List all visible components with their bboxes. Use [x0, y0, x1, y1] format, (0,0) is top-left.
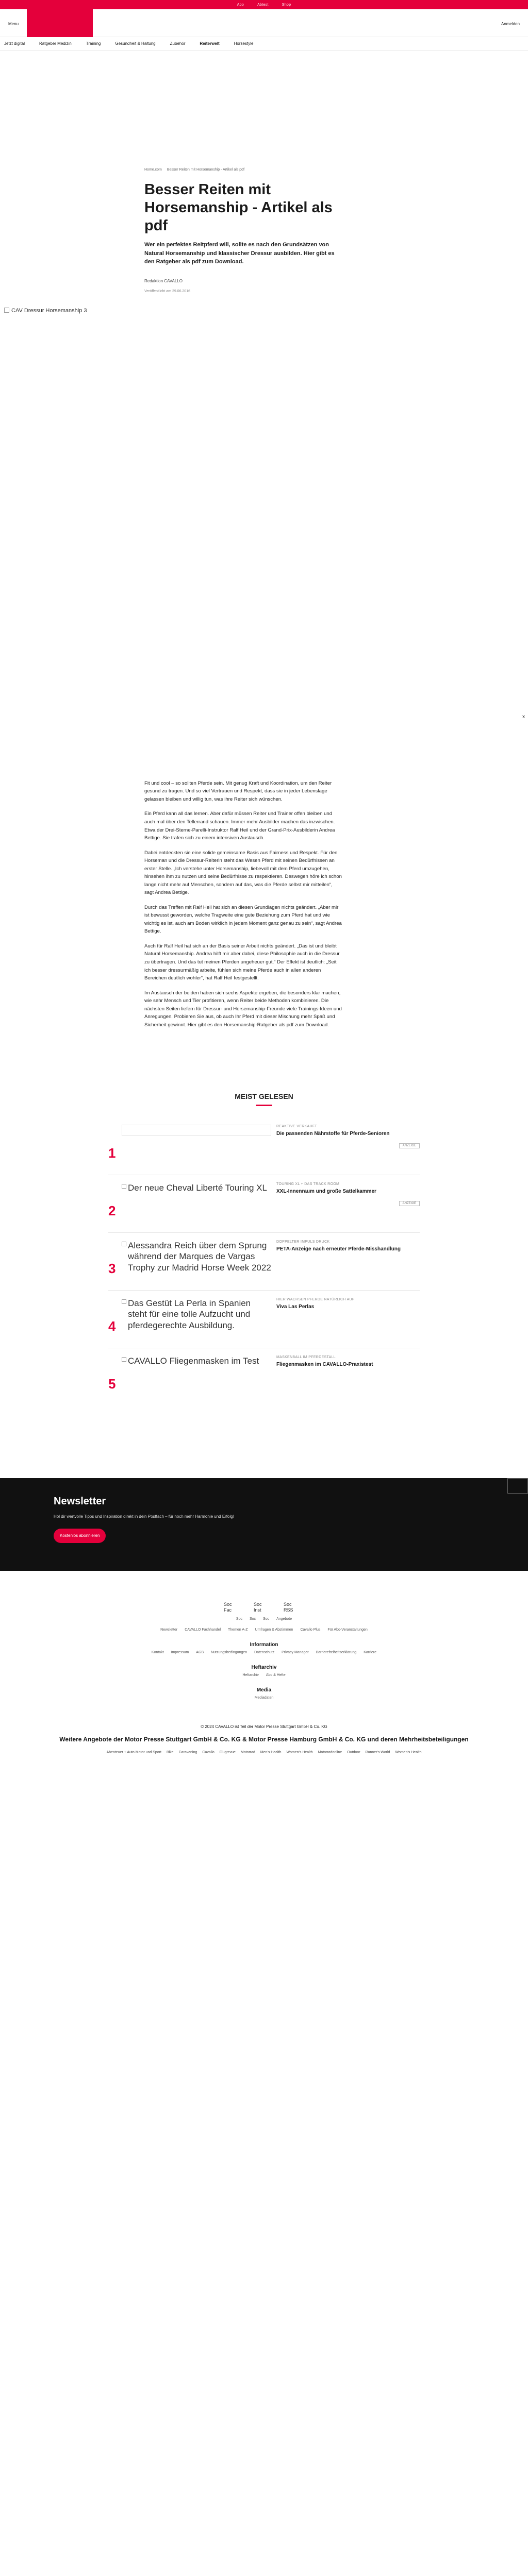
partner-link[interactable]: Outdoor [347, 1751, 360, 1755]
footer-link[interactable]: Barrierefreiheitserklärung [316, 1650, 357, 1654]
footer-link[interactable]: Karriere [364, 1650, 377, 1654]
breadcrumb-home[interactable]: Home.com [144, 168, 162, 172]
footer-link[interactable]: Newsletter [160, 1628, 178, 1632]
footer-heftarchiv-links [0, 1673, 528, 1677]
article-thumbnail[interactable] [122, 1240, 271, 1284]
broken-image-icon [122, 1299, 126, 1304]
article-header [144, 168, 342, 293]
article-date: Veröffentlicht am 29.06.2016 [144, 289, 190, 293]
topbar-link-abo[interactable]: Abo [237, 3, 244, 7]
footer-link[interactable]: Themen A-Z [228, 1628, 248, 1632]
list-item-meta [276, 1182, 416, 1195]
partner-link[interactable]: Bike [166, 1751, 174, 1755]
footer-link[interactable]: AGB [196, 1650, 204, 1654]
site-header [0, 9, 528, 37]
footer-link[interactable]: Cavallo Plus [300, 1628, 321, 1632]
list-item[interactable] [108, 1233, 420, 1291]
footer-link[interactable]: Kontakt [151, 1650, 164, 1654]
social-badge: Soc [236, 1617, 242, 1621]
partner-link[interactable]: Abenteuer + Auto Motor und Sport [106, 1751, 161, 1755]
site-footer [0, 1602, 528, 1754]
newsletter-subscribe-button[interactable]: Kostenlos abonnieren [54, 1529, 106, 1543]
social-links [0, 1602, 528, 1613]
topbar-link-shop[interactable]: Shop [282, 3, 291, 7]
article-paragraph: Im Austausch der beiden haben sich sechs Aspekte ergeben, die besonders klar machen, wie sehr Mensch und Tier profitieren, wenn Reiter beide Methoden kombinieren. Die nächsten Seiten liefern für Dressur- und Horsemanship-Freunde viele Trainings-Ideen und Anregungen. Probieren Sie aus, ob auch Ihr Pferd mit dieser Mischung mehr Spaß und Sicherheit gewinnt. Hier gibt es den Horsemanship-Ratgeber als pdf zum Download. [144, 990, 342, 1028]
list-item-meta [276, 1125, 416, 1138]
footer-link[interactable]: Abo & Hefte [266, 1673, 286, 1677]
footer-link[interactable]: CAVALLO Fachhandel [185, 1628, 221, 1632]
social-badges [0, 1617, 528, 1621]
ad-slot-top [0, 50, 528, 159]
nav-item-jetzt-digital[interactable]: Jetzt digital [4, 41, 25, 46]
nav-item-horsestyle[interactable]: Horsestyle [234, 41, 254, 46]
list-item[interactable] [108, 1348, 420, 1406]
list-item-title[interactable]: XXL-Innenraum und große Sattelkammer [276, 1189, 376, 1195]
partner-link[interactable]: Caravaning [178, 1751, 197, 1755]
partner-link[interactable]: Runner's World [365, 1751, 390, 1755]
newsletter-heading: Newsletter [54, 1496, 106, 1507]
footer-info-links [0, 1651, 528, 1654]
list-item-title[interactable]: Die passenden Nährstoffe für Pferde-Senioren [276, 1131, 390, 1137]
offers-link[interactable]: Angebote [276, 1617, 292, 1621]
footer-media-heading: Media [256, 1687, 272, 1693]
nav-item-zubehoer[interactable]: Zubehör [170, 41, 186, 46]
social-badge: Soc [263, 1617, 270, 1621]
social-facebook-icon[interactable]: Soc Fac [224, 1602, 232, 1613]
newsletter-text: Hol dir wertvolle Tipps und Inspiration direkt in dein Postfach – für noch mehr Harmonie und Erfolg! [54, 1514, 234, 1519]
thumbnail-alt: Der neue Cheval Liberté Touring XL [128, 1183, 267, 1193]
rank-number: 1 [108, 1145, 116, 1161]
partner-link[interactable]: Motorradonline [318, 1751, 342, 1755]
breadcrumb-current: Besser Reiten mit Horsemanship - Artikel als pdf [167, 168, 245, 172]
article-thumbnail[interactable] [122, 1355, 271, 1400]
hero-image-alt: CAV Dressur Horsemanship 3 [11, 307, 87, 314]
partner-link[interactable]: Motorrad [240, 1751, 255, 1755]
partner-link[interactable]: Flugrevue [219, 1751, 236, 1755]
article-title: Besser Reiten mit Horsemanship - Artikel als pdf [144, 181, 333, 234]
thumbnail-alt: Das Gestüt La Perla in Spanien steht für eine tolle Aufzucht und pferdegerechte Ausbildung. [128, 1298, 251, 1330]
topbar-link-abtest[interactable]: Abtest [257, 3, 269, 7]
rank-number: 5 [108, 1376, 116, 1392]
article-author[interactable]: Redaktion CAVALLO [144, 278, 183, 283]
facebook-icon[interactable] [507, 1478, 528, 1494]
partner-link[interactable]: Women's Health [395, 1751, 422, 1755]
article-thumbnail[interactable] [122, 1125, 271, 1136]
thumbnail-alt: Alessandra Reich über dem Sprung während der Marques de Vargas Trophy zur Madrid Horse Week 2022 [128, 1241, 271, 1273]
nav-item-gesundheit[interactable]: Gesundheit & Haltung [115, 41, 156, 46]
list-item-title[interactable]: PETA-Anzeige nach erneuter Pferde-Misshandlung [276, 1246, 401, 1252]
social-badge: Soc [249, 1617, 256, 1621]
list-item-meta [276, 1240, 416, 1253]
list-item[interactable] [108, 1175, 420, 1233]
article-paragraph: Ein Pferd kann all das lernen. Aber dafür müssen Reiter und Trainer offen bleiben und auch mal über den Tellerrand schauen. Immer mehr Ausbilder machen das inzwischen. Etwa der Drei-Sterne-Parelli-Instruktor Ralf Heil und der Grand-Prix-Ausbilderin Andrea Bettige. Sie trafen sich zu einem intensiven Austausch. [144, 811, 335, 841]
list-item-kicker: MASKENBALL IM PFERDESTALL [276, 1355, 336, 1360]
article-thumbnail[interactable] [122, 1182, 271, 1227]
rank-number: 3 [108, 1261, 116, 1277]
article-thumbnail[interactable] [122, 1298, 271, 1342]
footer-link[interactable]: Umfragen & Abstimmen [255, 1628, 293, 1632]
thumbnail-alt: CAVALLO Fliegenmasken im Test [128, 1356, 259, 1366]
main-nav [0, 37, 528, 50]
social-instagram-icon[interactable]: Soc Inst [254, 1602, 262, 1613]
rank-number: 4 [108, 1318, 116, 1334]
partner-link[interactable]: Women's Health [286, 1751, 313, 1755]
broken-image-icon [4, 308, 9, 313]
broken-image-icon [122, 1242, 126, 1246]
top-utility-bar [0, 0, 528, 9]
list-item-title[interactable]: Fliegenmasken im CAVALLO-Praxistest [276, 1362, 373, 1368]
article-paragraph: Fit und cool – so sollten Pferde sein. Mit genug Kraft und Koordination, um den Reiter gesund zu tragen. Und so viel Vertrauen und Respekt, dass sie in jeder Lebenslage gelassen bleiben und willig tun, was ihre Reiter sich wünschen. [144, 780, 332, 802]
article-teaser: Wer ein perfektes Reitpferd will, sollte es nach den Grundsätzen von Natural Horsemanship und klassischer Dressur ausbilden. Hier gibt es den Ratgeber als pdf zum Download. [144, 242, 335, 265]
partner-links [6, 1751, 522, 1754]
rank-number: 2 [108, 1203, 116, 1219]
footer-link[interactable]: Für Abo-Veranstaltungen [327, 1628, 368, 1632]
login-link[interactable]: Anmelden [501, 22, 520, 26]
list-item[interactable] [108, 1117, 420, 1175]
broken-image-icon [122, 1357, 126, 1362]
ad-badge: ANZEIGE [399, 1143, 420, 1148]
newsletter-banner [0, 1478, 528, 1571]
more-offers-heading: Weitere Angebote der Motor Presse Stuttgart GmbH & Co. KG & Motor Presse Hamburg GmbH & Co. KG und deren Mehrheitsbeteiligungen [59, 1735, 469, 1743]
footer-link[interactable]: Nutzungsbedingungen [211, 1650, 248, 1654]
footer-link[interactable]: Mediadaten [254, 1696, 274, 1700]
partner-link[interactable]: Cavallo [202, 1751, 214, 1755]
close-icon[interactable]: x [522, 714, 525, 720]
heading-underline [256, 1105, 272, 1106]
footer-link[interactable]: Privacy Manager [282, 1650, 309, 1654]
nav-item-reiterwelt[interactable]: Reiterwelt [200, 41, 220, 46]
list-item-title[interactable]: Viva Las Perlas [276, 1304, 315, 1310]
broken-image-icon [122, 1184, 126, 1189]
brand-logo[interactable] [27, 9, 93, 37]
footer-link[interactable]: Impressum [171, 1650, 189, 1654]
article-paragraph: Auch für Ralf Heil hat sich an der Basis seiner Arbeit nichts geändert. „Das ist und bleibt Natural Horsemanship. Andrea hilft mir aber dabei, diese Philosophie auch in die Dressur zu übertragen. Und das tut meinen Pferden ungeheuer gut.“ Der Effekt ist deutlich: „Seit ich besser dressurmäßig arbeite, fühlen sich meine Pferde auch in allen anderen Bereichen deutlich wohler“, hat Ralf Heil festgestellt. [144, 943, 340, 981]
footer-media-links [0, 1696, 528, 1700]
nav-item-training[interactable]: Training [86, 41, 101, 46]
ad-badge: ANZEIGE [399, 1201, 420, 1206]
list-item-kicker: HIER WACHSEN PFERDE NATÜRLICH AUF [276, 1298, 355, 1302]
section-spacer [0, 1036, 528, 1092]
footer-link[interactable]: Datenschutz [254, 1650, 275, 1654]
footer-link[interactable]: Heftarchiv [242, 1673, 259, 1677]
menu-button[interactable]: Menu [8, 22, 19, 26]
most-read-section [109, 1092, 419, 1106]
breadcrumb [144, 168, 342, 172]
most-read-list [108, 1117, 420, 1406]
footer-info-heading: Information [250, 1641, 278, 1648]
article-body [144, 779, 342, 1029]
list-item-meta [276, 1355, 416, 1368]
list-item[interactable] [108, 1291, 420, 1348]
footer-heftarchiv-heading: Heftarchiv [251, 1664, 277, 1670]
hero-image [0, 306, 528, 779]
section-spacer [0, 1406, 528, 1478]
list-item-meta [276, 1298, 416, 1311]
nav-item-ratgeber-medizin[interactable]: Ratgeber Medizin [39, 41, 72, 46]
social-rss-icon[interactable]: Soc RSS [284, 1602, 293, 1613]
article-paragraph: Dabei entdeckten sie eine solide gemeinsame Basis aus Fairness und Respekt. Für den Horseman und die Dressur-Reiterin steht das Wesen Pferd mit seinen Bedürfnissen an erster Stelle. „Ich verstehe unter Horsemanship, liebevoll mit dem Pferd umzugehen, hinsehen ihm zu nutzen und seine Bedürfnisse zu respektieren. Deswegen höre ich schon lange nicht mehr auf Menschen, sondern auf das, was die Pferde selbst mir mitteilen“, sagt Andrea Bettige. [144, 850, 342, 896]
list-item-kicker: TOURING XL + DAS TRACK ROOM [276, 1182, 340, 1187]
most-read-heading: MEIST GELESEN [235, 1092, 293, 1101]
list-item-kicker: REAKTIVE VERKAUFT [276, 1125, 318, 1129]
partner-link[interactable]: Men's Health [260, 1751, 282, 1755]
list-item-kicker: DOPPELTER IMPULS DRUCK [276, 1240, 330, 1244]
copyright: © 2024 CAVALLO ist Teil der Motor Presse Stuttgart GmbH & Co. KG [201, 1724, 327, 1729]
article-paragraph: Durch das Treffen mit Ralf Heil hat sich an diesen Grundlagen nichts geändert. „Aber mir ist bewusst geworden, welche Tragweite eine gute Beziehung zum Pferd hat und wie wichtig es ist, auch am Boden wirklich in jedem Moment ganz genau zu sein“, sagt Andrea Bettige. [144, 904, 342, 935]
footer-links-primary [0, 1628, 528, 1632]
